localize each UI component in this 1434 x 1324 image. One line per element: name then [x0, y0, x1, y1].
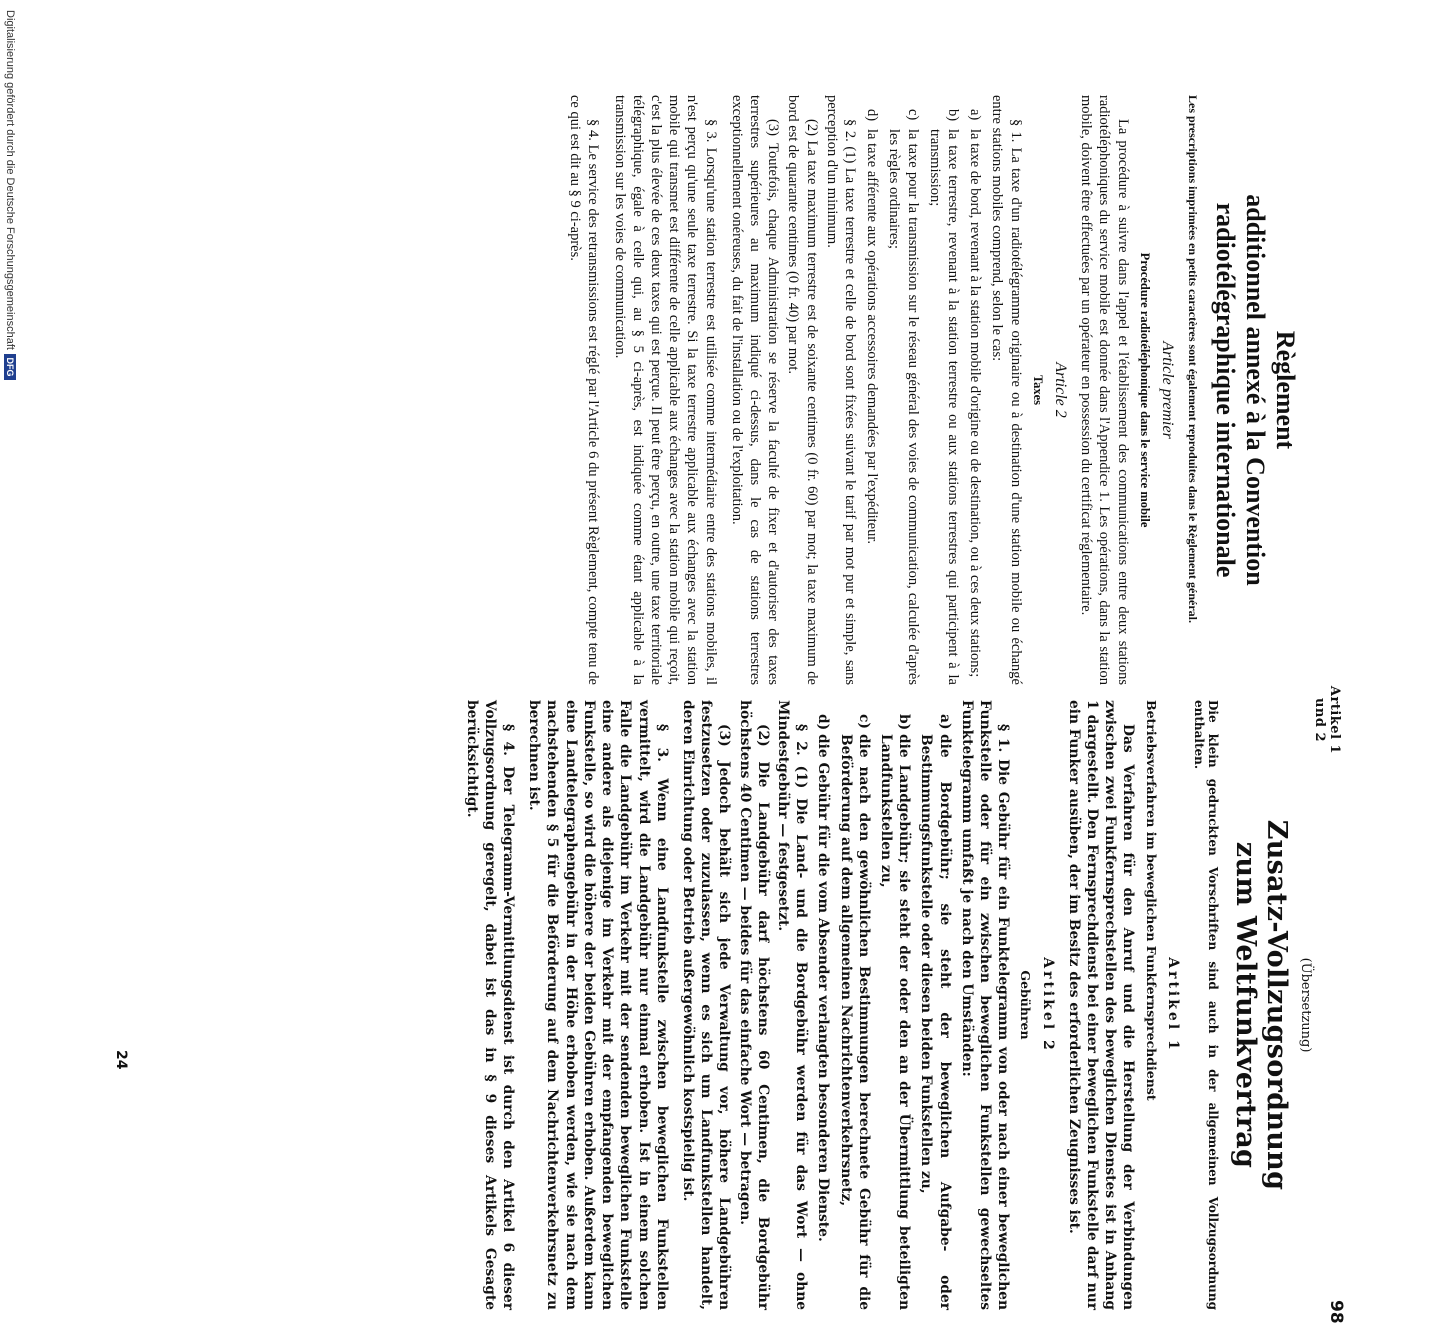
item-text: la taxe afférente aux opérations accessoires demandées par l'expéditeur.	[864, 129, 881, 544]
french-title-line: additionnel annexé à la Convention	[1241, 194, 1270, 586]
german-s2-2: (2) Die Landgebühr darf höchstens 60 Centimen, die Bordgebühr höchstens 40 Centimen — beides für das einfache Wort — betragen.	[736, 700, 771, 1310]
item-text: la taxe terrestre, revenant à la station terrestre ou aux stations terrestres qui participent à la transmission;	[926, 129, 961, 685]
german-column	[460, 700, 1314, 1310]
german-s3: § 3. Wenn eine Landfunkstelle zwischen beweglichen Funkstellen vermittelt, wird die Landgebühr nur einmal erhoben. Ist in einem solchen Falle die Landgebühr im Verkehr mit der sendenden beweglichen Funkstelle eine andere als diejenige im Verkehr mit der empfangenden beweglichen Funkstelle, so wird die höhere der beiden Gebühren erhoben. Außerdem kann eine Landtelegraphengebühr in der Höhe erhoben werden, wie sie nach dem nachstehenden § 5 für die Beförderung auf dem Nachrichtenverkehrsnetz zu berechnen ist.	[526, 700, 670, 1310]
item-label: d)	[864, 109, 881, 122]
french-s1: § 1. La taxe d'un radiotélégramme originaire ou à destination d'une station mobile ou échangé entre stations mobiles comprend, selon le cas:	[989, 95, 1024, 685]
item-label: b)	[896, 714, 913, 731]
german-item	[877, 714, 913, 1310]
french-s3: § 3. Lorsqu'une station terrestre est utilisée comme intermédiaire entre des stations mobiles, il n'est perçu qu'une seule taxe terrestre. Si la taxe terrestre applicable aux échanges avec la station mobile qui transmet est différente de celle applicable aux échanges avec la station mobile qui reçoit, c'est la plus élevée de ces deux taxes qui est perçue. Il peut être perçu, en outre, une taxe territoriale télégraphique, égale à celle qui, au § 5 ci-après, est indiquée comme étant applicable à la transmission sur les voies de communication.	[611, 95, 719, 685]
item-label: a)	[936, 714, 953, 730]
german-article2-sub: Gebühren	[1018, 970, 1034, 1040]
german-article2-heading: Artikel 2	[1039, 957, 1056, 1053]
german-note: Die klein gedruckten Vorschriften sind auch in der allgemeinen Vollzugsordnung enthalten.	[1191, 700, 1220, 1310]
german-item	[836, 714, 872, 1310]
item-text: la taxe de bord, revenant à la station mobile d'origine ou de destination, ou à ces deux stations;	[967, 129, 984, 678]
item-text: die Landgebühr; sie steht der oder den an der Übermittlung beteiligten Landfunkstellen zu,	[877, 734, 913, 1310]
item-text: la taxe pour la transmission sur le réseau général des voies de communication, calculée d'après les règles ordinaires;	[886, 129, 921, 685]
item-label: b)	[944, 109, 961, 122]
german-item	[917, 714, 953, 1310]
french-column	[564, 95, 1314, 685]
german-item	[814, 714, 832, 1310]
german-article1-sub: Betriebsverfahren im beweglichen Funkfernsprechdienst	[1143, 700, 1159, 1101]
french-title-line: radiotélégraphique internationale	[1211, 202, 1240, 578]
french-s2-1: § 2. (1) La taxe terrestre et celle de bord sont fixées suivant le tarif par mot pur et simple, sans perception d'un minimum.	[823, 95, 858, 685]
french-article1-text: La procédure à suivre dans l'appel et l'établissement des communications entre deux stations radiotéléphoniques du service mobile est donnée dans l'Appendice 1. Les opérations, dans la station mobile, doivent être effectuées par un opérateur en possession du certificat réglementaire.	[1078, 95, 1131, 685]
french-note: Les prescriptions imprimées en petits caractères sont également reproduites dans le Règlement général.	[1186, 95, 1200, 624]
german-title-line: zum Weltfunkvertrag	[1229, 841, 1261, 1169]
french-s2-2: (2) La taxe maximum terrestre est de soixante centimes (0 fr. 60) par mot; la taxe maximum de bord est de quarante centimes (0 fr. 40) par mot.	[785, 95, 820, 685]
german-title-line: Zusatz-Vollzugsordnung	[1260, 819, 1292, 1191]
running-head: Artikel 1 und 2	[1312, 685, 1342, 755]
french-item	[966, 109, 984, 685]
german-s2-1: § 2. (1) Die Land- und die Bordgebühr werden für das Wort — ohne Mindestgebühr — festgesetzt.	[774, 700, 810, 1310]
french-item	[926, 109, 962, 685]
digitization-credit	[4, 0, 16, 1010]
dfg-logo-icon: DFG	[4, 354, 16, 380]
french-s4: § 4. Le service des retransmissions est réglé par l'Article 6 du présent Règlement, compte tenu de ce qui est dit au § 9 ci-après.	[567, 95, 602, 685]
item-label: a)	[967, 109, 984, 121]
french-article2-sub: Taxes	[1030, 374, 1045, 406]
french-s2-3: (3) Toutefois, chaque Administration se réserve la faculté de fixer et d'autoriser des taxes terrestres supérieures au maximum indiqué ci-dessus, dans le cas de stations terrestres exceptionnellement onéreuses, du fait de l'installation ou de l'exploitation.	[728, 95, 782, 685]
item-label: c)	[855, 714, 872, 729]
page-number-bottom: 24	[113, 1050, 129, 1070]
french-title	[1210, 95, 1300, 685]
item-text: die Gebühr für die vom Absender verlangten besonderen Dienste.	[815, 734, 832, 1242]
french-item	[863, 109, 881, 685]
french-article1-sub: Procédure radiotéléphonique dans le service mobile	[1137, 252, 1152, 528]
credit-text: Digitalisierung gefördert durch die Deutsche Forschungsgemeinschaft	[4, 10, 16, 350]
german-pretitle: (Übersetzung)	[1298, 957, 1313, 1053]
french-article2-heading: Article 2	[1051, 362, 1069, 418]
german-s1: § 1. Die Gebühr für ein Funktelegramm von oder nach einer beweglichen Funkstelle oder für ein zwischen beweglichen Funkstellen gewechseltes Funktelegramm umfaßt je nach den Umständen:	[958, 700, 1012, 1310]
german-article1-text: Das Verfahren für den Anruf und die Herstellung der Verbindungen zwischen zwei Funkfernsprechstellen des beweglichen Dienstes ist in Anhang 1 dargestellt. Den Fernsprechdienst bei einer beweglichen Funkstelle darf nur ein Funker ausüben, der im Besitz des erforderlichen Zeugnisses ist.	[1065, 700, 1137, 1310]
german-s2-3: (3) Jedoch behält sich jede Verwaltung vor, höhere Landgebühren festzusetzen oder zuzulassen, wenn es sich um Landfunkstellen handelt, deren Einrichtung oder Betrieb außergewöhnlich kostspielig ist.	[679, 700, 733, 1310]
french-title-line: Règlement	[1271, 330, 1300, 450]
page-number-top: 98	[1326, 1300, 1346, 1324]
french-item	[885, 109, 921, 685]
french-article1-heading: Article premier	[1159, 341, 1176, 439]
item-label: d)	[815, 714, 832, 731]
german-article1-heading: Artikel 1	[1164, 957, 1181, 1053]
item-text: die Bordgebühr; sie steht der beweglichen Aufgabe- oder Bestimmungsfunkstelle oder diesen beiden Funkstellen zu,	[918, 734, 953, 1310]
item-text: die nach den gewöhnlichen Bestimmungen berechnete Gebühr für die Beförderung auf dem allgemeinen Nachrichtenverkehrsnetz,	[837, 734, 872, 1310]
german-title	[1230, 700, 1292, 1310]
german-s4: § 4. Der Telegramm-Vermittlungsdienst ist durch den Artikel 6 dieser Vollzugsordnung geregelt, dabei ist das in § 9 dieses Artikels Gesagte berücksichtigt.	[463, 700, 517, 1310]
item-label: c)	[904, 109, 921, 121]
